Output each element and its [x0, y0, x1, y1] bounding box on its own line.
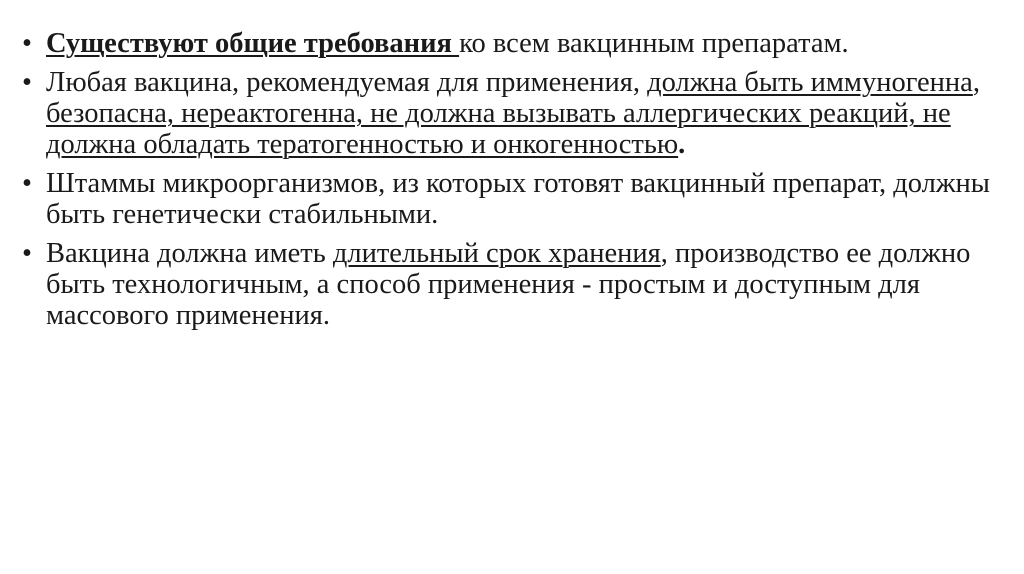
bullet-text-segment: Вакцина должна иметь	[46, 238, 333, 269]
bullet-list	[20, 28, 995, 339]
bullet-item	[20, 238, 995, 331]
bullet-text-segment: .	[678, 129, 686, 160]
bullet-text-segment: Любая вакцина, рекомендуемая для применения,	[46, 67, 648, 98]
bullet-text-segment: безопасна, нереактогенна, не должна вызывать аллергических реакций, не должна обладать тератогенностью и онкогенностью	[46, 98, 951, 160]
bullet-text-segment: ,	[972, 67, 980, 98]
bullet-text-segment: длительный срок хранения	[332, 238, 661, 269]
bullet-dot: •	[22, 28, 32, 59]
bullet-item	[20, 67, 995, 160]
bullet-text-segment: должна быть иммуногенна	[647, 67, 973, 98]
bullet-item	[20, 28, 995, 59]
bullet-item	[20, 168, 995, 230]
bullet-text-segment: ко всем вакцинным препаратам.	[459, 28, 849, 59]
bullet-dot: •	[22, 67, 32, 98]
bullet-text-segment: Существуют общие требования	[46, 28, 460, 59]
bullet-text-segment: Штаммы микроорганизмов, из которых готовят вакцинный препарат, должны быть генетически стабильными.	[46, 168, 990, 230]
bullet-dot: •	[22, 168, 32, 199]
bullet-text-segment: , производство ее должно быть технологичным, а способ применения - простым и доступным для массового применения.	[46, 238, 971, 331]
bullet-dot: •	[22, 238, 32, 269]
